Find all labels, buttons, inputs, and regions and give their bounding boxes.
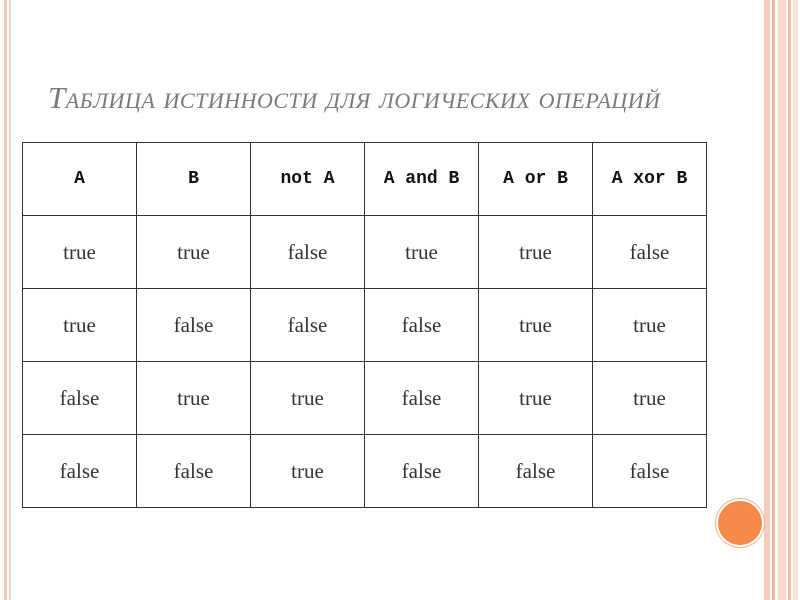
table-cell: true <box>23 289 137 362</box>
table-cell: false <box>137 435 251 508</box>
column-header-a-or-b: A or B <box>479 143 593 216</box>
table-row <box>23 362 707 435</box>
table-cell: true <box>251 362 365 435</box>
table-cell: false <box>593 435 707 508</box>
table-row <box>23 216 707 289</box>
table-cell: false <box>251 289 365 362</box>
table-cell: true <box>137 216 251 289</box>
right-decor-stripe <box>793 0 798 600</box>
table-cell: true <box>593 289 707 362</box>
table-cell: false <box>137 289 251 362</box>
truth-table <box>22 142 707 508</box>
column-header-a-xor-b: A xor B <box>593 143 707 216</box>
decorative-orange-circle <box>718 501 762 545</box>
table-cell: true <box>137 362 251 435</box>
table-cell: true <box>23 216 137 289</box>
table-cell: false <box>593 216 707 289</box>
table-cell: true <box>251 435 365 508</box>
table-cell: true <box>593 362 707 435</box>
column-header-not-a: not A <box>251 143 365 216</box>
table-cell: true <box>479 289 593 362</box>
table-cell: false <box>365 435 479 508</box>
right-decor-stripe <box>788 0 791 600</box>
table-header-row <box>23 143 707 216</box>
column-header-b: B <box>137 143 251 216</box>
table-cell: true <box>479 362 593 435</box>
table-cell: false <box>365 289 479 362</box>
table-cell: true <box>365 216 479 289</box>
column-header-a: A <box>23 143 137 216</box>
column-header-a-and-b: A and B <box>365 143 479 216</box>
table-row <box>23 435 707 508</box>
table-cell: false <box>23 435 137 508</box>
table-row <box>23 289 707 362</box>
right-decor-stripe <box>764 0 770 600</box>
slide-title: Таблица истинности для логических операций <box>48 80 661 115</box>
table-cell: false <box>23 362 137 435</box>
right-decor-stripe <box>778 0 786 600</box>
table-cell: false <box>251 216 365 289</box>
table-cell: true <box>479 216 593 289</box>
left-decor-stripe <box>9 0 11 600</box>
table-cell: false <box>365 362 479 435</box>
left-decor-stripe <box>4 0 7 600</box>
table-cell: false <box>479 435 593 508</box>
right-decor-stripe <box>772 0 775 600</box>
